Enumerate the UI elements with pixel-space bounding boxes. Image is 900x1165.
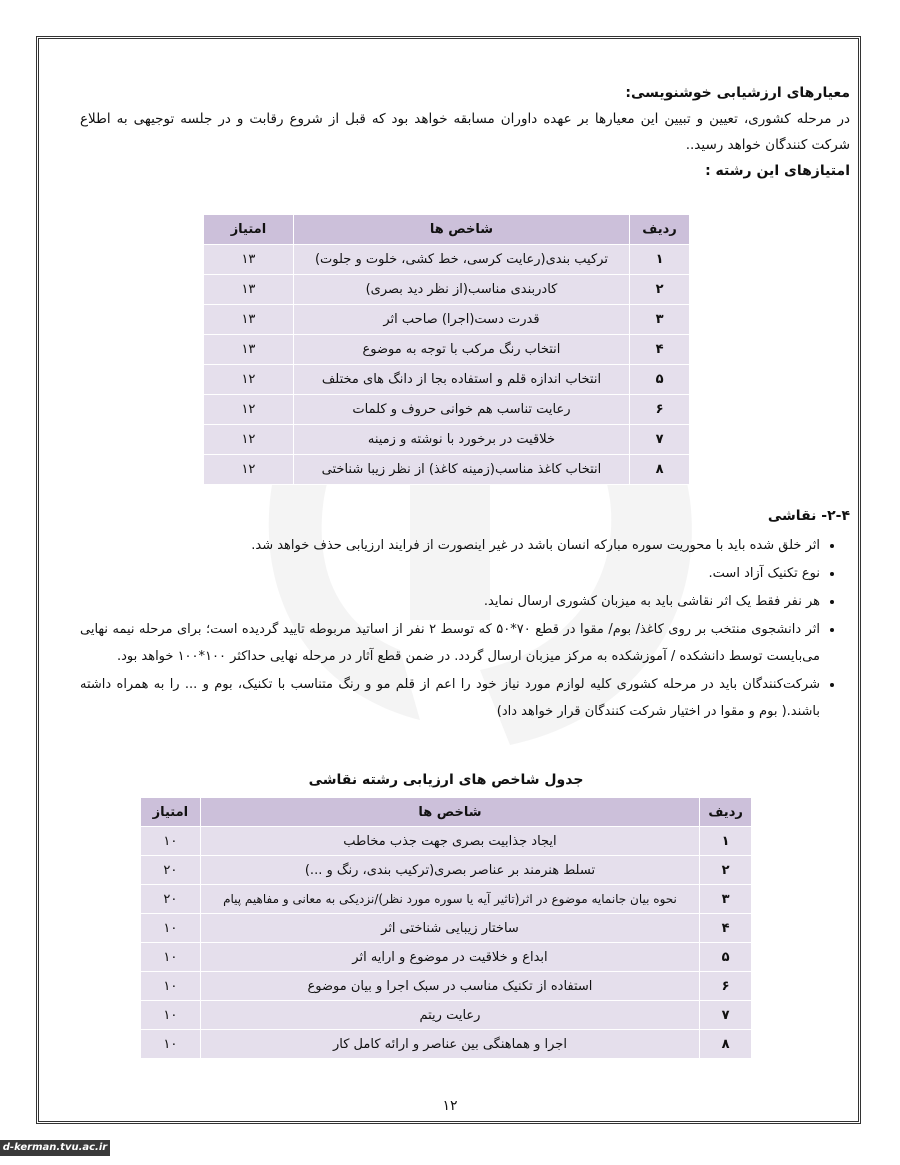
table-row (204, 425, 690, 455)
row-number: ۲ (630, 275, 690, 305)
score: ۱۰ (141, 1030, 201, 1059)
table-row (141, 1001, 752, 1030)
header-criterion: شاخص ها (293, 215, 629, 245)
criterion: استفاده از تکنیک مناسب در سبک اجرا و بیان موضوع (200, 972, 699, 1001)
table-row (204, 305, 690, 335)
row-number: ۱ (630, 245, 690, 275)
criterion: نحوه بیان جانمایه موضوع در اثر(تاثیر آیه یا سوره مورد نظر)/نزدیکی به معانی و مفاهیم پیام (200, 885, 699, 914)
scores-heading: امتیازهای این رشته : (705, 163, 850, 179)
score: ۱۳ (204, 305, 294, 335)
score: ۱۳ (204, 275, 294, 305)
row-number: ۶ (630, 395, 690, 425)
criterion: ایجاد جذابیت بصری جهت جذب مخاطب (200, 827, 699, 856)
page-number: ۱۲ (442, 1098, 458, 1114)
table-row (141, 1030, 752, 1059)
painting-scores-table (140, 797, 752, 1059)
table-row (204, 335, 690, 365)
criterion: قدرت دست(اجرا) صاحب اثر (293, 305, 629, 335)
score: ۱۰ (141, 972, 201, 1001)
score: ۱۲ (204, 455, 294, 485)
criterion: رعایت تناسب هم خوانی حروف و کلمات (293, 395, 629, 425)
score: ۱۲ (204, 395, 294, 425)
row-number: ۱ (700, 827, 752, 856)
row-number: ۸ (700, 1030, 752, 1059)
list-item: • اثر دانشجوی منتخب بر روی کاغذ/ بوم/ مقوا در قطع ۷۰*۵۰ که توسط ۲ نفر از اساتید مربوطه تایید گردیده است؛ برای مرحله نیمه نهایی می‌بایست توسط دانشکده / آموزشکده به مرکز میزبان ارسال گردد. در ضمن قطع آثار در مرحله نهایی حداکثر ۱۰۰*۱۰۰ خواهد بود. (80, 616, 820, 670)
criterion: انتخاب کاغذ مناسب(زمینه کاغذ) از نظر زیبا شناختی (293, 455, 629, 485)
score: ۱۰ (141, 1001, 201, 1030)
table-header-row (141, 798, 752, 827)
row-number: ۷ (630, 425, 690, 455)
table-row (204, 275, 690, 305)
criterion: ساختار زیبایی شناختی اثر (200, 914, 699, 943)
painting-scores-table-wrap (140, 797, 752, 1059)
table-row (141, 885, 752, 914)
criterion: رعایت ریتم (200, 1001, 699, 1030)
score: ۱۳ (204, 245, 294, 275)
table-row (141, 827, 752, 856)
table-row (204, 245, 690, 275)
score: ۲۰ (141, 885, 201, 914)
criterion: ترکیب بندی(رعایت کرسی، خط کشی، خلوت و جلوت) (293, 245, 629, 275)
row-number: ۷ (700, 1001, 752, 1030)
row-number: ۳ (700, 885, 752, 914)
site-url-tag[interactable]: d-kerman.tvu.ac.ir (0, 1140, 110, 1156)
criterion: تسلط هنرمند بر عناصر بصری(ترکیب بندی، رنگ و ...) (200, 856, 699, 885)
header-score: امتیاز (204, 215, 294, 245)
list-item: • نوع تکنیک آزاد است. (80, 560, 820, 587)
criteria-text: در مرحله کشوری، تعیین و تبیین این معیارها بر عهده داوران مسابقه خواهد بود که قبل از شروع رقابت و در جلسه توجیهی به اطلاع شرکت کنندگان خواهد رسید.. (80, 111, 850, 153)
table-header-row (204, 215, 690, 245)
score: ۱۰ (141, 943, 201, 972)
table-row (141, 943, 752, 972)
calligraphy-scores-table-wrap (203, 214, 690, 485)
table2-caption: جدول شاخص های ارزیابی رشته نقاشی (308, 772, 584, 788)
criterion: خلاقیت در برخورد با نوشته و زمینه (293, 425, 629, 455)
row-number: ۶ (700, 972, 752, 1001)
score: ۱۰ (141, 914, 201, 943)
header-row-number: ردیف (700, 798, 752, 827)
table-row (204, 455, 690, 485)
row-number: ۸ (630, 455, 690, 485)
section-title: ۲-۴- نقاشی (767, 508, 850, 524)
score: ۱۳ (204, 335, 294, 365)
criterion: ابداع و خلاقیت در موضوع و ارایه اثر (200, 943, 699, 972)
table-row (141, 914, 752, 943)
score: ۱۲ (204, 365, 294, 395)
criterion: اجرا و هماهنگی بین عناصر و ارائه کامل کار (200, 1030, 699, 1059)
row-number: ۳ (630, 305, 690, 335)
list-item: • هر نفر فقط یک اثر نقاشی باید به میزبان کشوری ارسال نماید. (80, 588, 820, 615)
row-number: ۴ (630, 335, 690, 365)
criteria-heading: معیارهای ارزشیابی خوشنویسی: (625, 85, 850, 101)
score: ۲۰ (141, 856, 201, 885)
score: ۱۲ (204, 425, 294, 455)
intro-section (80, 80, 850, 184)
header-criterion: شاخص ها (200, 798, 699, 827)
score: ۱۰ (141, 827, 201, 856)
table-row (141, 972, 752, 1001)
row-number: ۲ (700, 856, 752, 885)
row-number: ۵ (630, 365, 690, 395)
list-item: • شرکت‌کنندگان باید در مرحله کشوری کلیه لوازم مورد نیاز خود را اعم از قلم مو و رنگ متناسب با تکنیک، بوم و ... را به همراه داشته باشند.( بوم و مقوا در اختیار شرکت کنندگان قرار خواهد داد) (80, 671, 820, 725)
table-row (141, 856, 752, 885)
table-row (204, 395, 690, 425)
table-row (204, 365, 690, 395)
row-number: ۴ (700, 914, 752, 943)
calligraphy-scores-table (203, 214, 690, 485)
row-number: ۵ (700, 943, 752, 972)
painting-rules-list (80, 532, 838, 726)
list-item: • اثر خلق شده باید با محوریت سوره مبارکه انسان باشد در غیر اینصورت از فرایند ارزیابی حذف خواهد شد. (80, 532, 820, 559)
header-row-number: ردیف (630, 215, 690, 245)
criterion: انتخاب اندازه قلم و استفاده بجا از دانگ های مختلف (293, 365, 629, 395)
header-score: امتیاز (141, 798, 201, 827)
criterion: انتخاب رنگ مرکب با توجه به موضوع (293, 335, 629, 365)
criterion: کادربندی مناسب(از نظر دید بصری) (293, 275, 629, 305)
